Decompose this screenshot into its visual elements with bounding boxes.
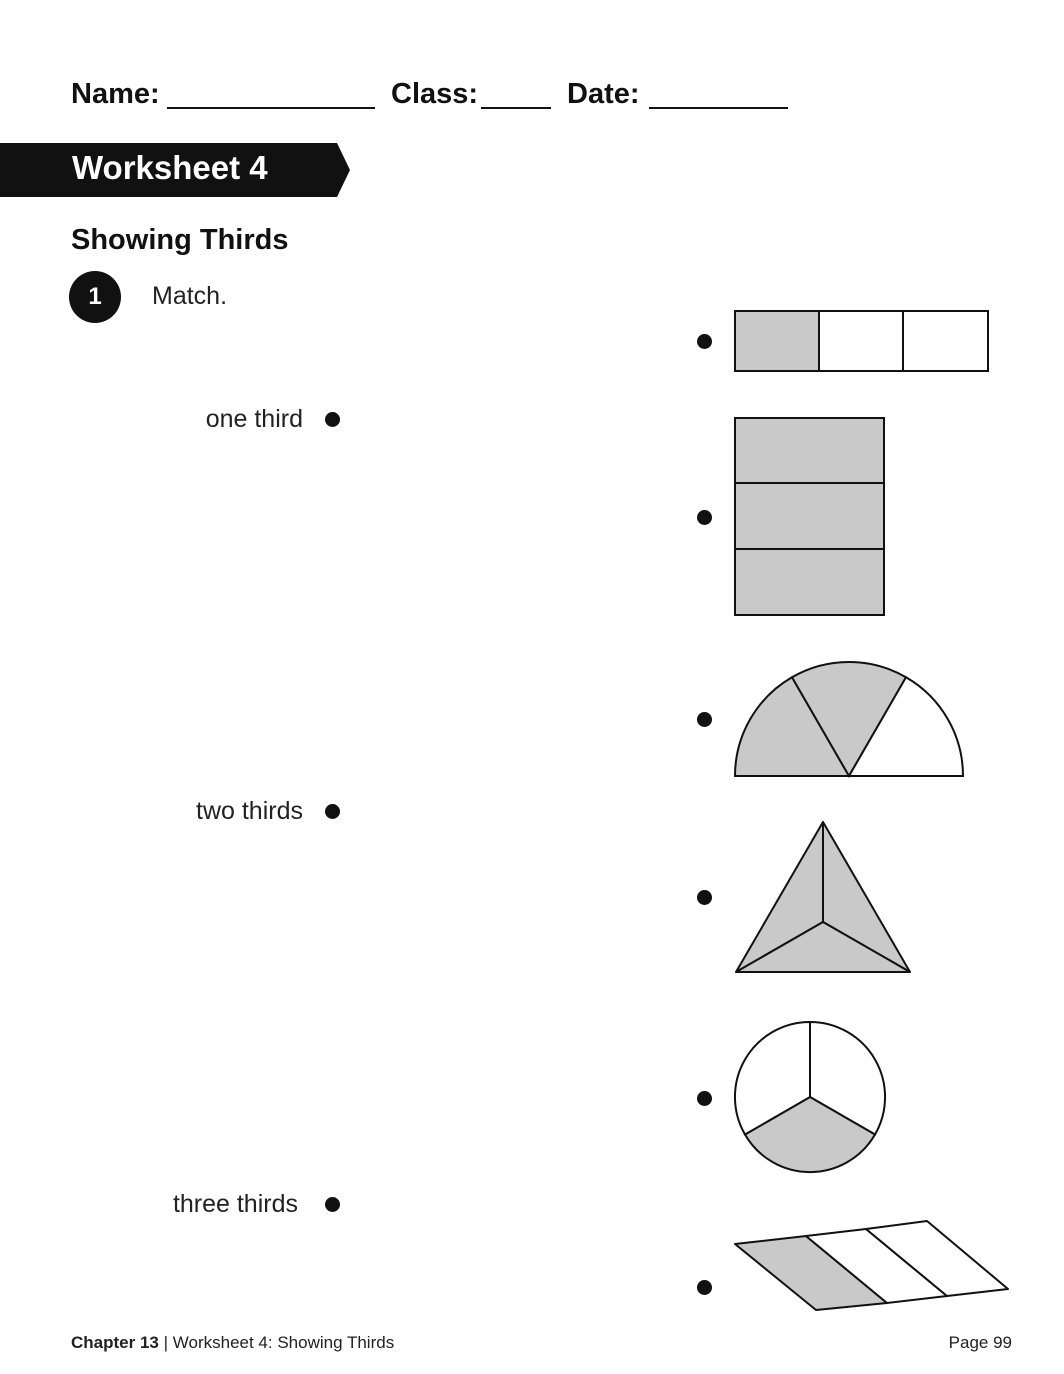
footer-chapter: Chapter 13 [71,1333,159,1352]
label-one-third: one third [205,405,303,433]
match-dot-shape-2[interactable] [697,510,712,525]
footer-worksheet: Worksheet 4: Showing Thirds [172,1333,395,1352]
shape-triangle-three-thirds [734,820,914,976]
class-label: Class: [391,78,479,110]
date-field[interactable] [649,107,788,109]
label-two-thirds: two thirds [196,797,303,825]
match-dot-two-thirds[interactable] [325,804,340,819]
shape-parallelogram-one-third [733,1219,1011,1313]
class-field[interactable] [481,107,551,109]
match-dot-one-third[interactable] [325,412,340,427]
date-label: Date: [567,78,640,110]
match-dot-shape-3[interactable] [697,712,712,727]
question-instruction: Match. [152,282,228,310]
shape-rectangle-three-thirds [734,417,886,617]
name-field[interactable] [167,107,375,109]
match-dot-shape-5[interactable] [697,1091,712,1106]
match-dot-three-thirds[interactable] [325,1197,340,1212]
shape-bar-one-third [734,310,990,372]
name-label: Name: [71,78,160,110]
footer-page-number: Page 99 [948,1333,1012,1352]
footer-separator: | [163,1333,169,1352]
question-number-badge: 1 [69,271,121,323]
shape-circle-one-third [733,1020,887,1174]
label-three-thirds: three thirds [172,1190,298,1218]
match-dot-shape-1[interactable] [697,334,712,349]
shape-semicircle-two-thirds [733,660,965,780]
section-title: Showing Thirds [71,224,289,256]
match-dot-shape-6[interactable] [697,1280,712,1295]
footer-chapter-info [71,1333,394,1353]
worksheet-title: Worksheet 4 [72,149,268,186]
match-dot-shape-4[interactable] [697,890,712,905]
